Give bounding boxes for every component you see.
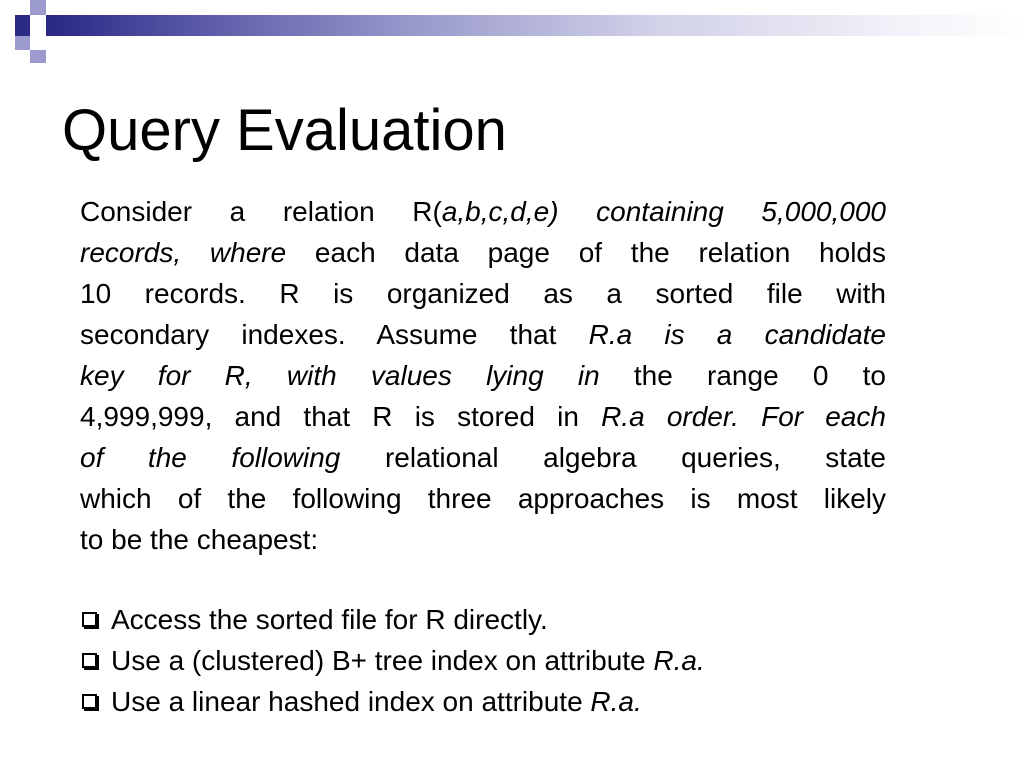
- option-item: [80, 599, 705, 640]
- option-attribute: R.a.: [653, 645, 705, 676]
- checkbox-bullet-icon: [82, 653, 97, 668]
- checkbox-bullet-icon: [82, 612, 97, 627]
- paragraph-line: [80, 396, 886, 437]
- paragraph-text: R.a order. For each: [601, 401, 886, 432]
- paragraph-line: [80, 232, 886, 273]
- checkbox-bullet-icon: [82, 694, 97, 709]
- paragraph-text: R.a is a candidate: [588, 319, 886, 350]
- paragraph-text: which of the following three approaches is most likely: [80, 483, 886, 514]
- paragraph-text: each data page of the relation holds: [286, 237, 886, 268]
- problem-paragraph: [80, 191, 886, 560]
- option-text: Access the sorted file for R directly.: [111, 604, 548, 635]
- paragraph-text: secondary indexes. Assume that: [80, 319, 589, 350]
- paragraph-line: [80, 478, 886, 519]
- paragraph-line: [80, 355, 886, 396]
- paragraph-line: [80, 314, 886, 355]
- paragraph-text: of the following: [80, 442, 341, 473]
- approach-options-list: [80, 599, 705, 722]
- paragraph-line: [80, 437, 886, 478]
- paragraph-line: [80, 191, 886, 232]
- paragraph-text: Consider a relation R(: [80, 196, 442, 227]
- option-text: Use a linear hashed index on attribute: [111, 686, 591, 717]
- paragraph-text: the range 0 to: [599, 360, 886, 391]
- option-item: [80, 681, 705, 722]
- option-item: [80, 640, 705, 681]
- slide-title: Query Evaluation: [62, 98, 507, 163]
- paragraph-text: records, where: [80, 237, 287, 268]
- paragraph-line: [80, 519, 886, 560]
- paragraph-text: key for R, with values lying in: [80, 360, 600, 391]
- paragraph-line: [80, 273, 886, 314]
- option-text: Use a (clustered) B+ tree index on attribute: [111, 645, 654, 676]
- header-gradient-bar: [0, 15, 1024, 36]
- paragraph-text: a,b,c,d,e) containing 5,000,000: [441, 196, 886, 227]
- paragraph-text: to be the cheapest:: [80, 524, 319, 555]
- option-attribute: R.a.: [590, 686, 642, 717]
- paragraph-text: relational algebra queries, state: [340, 442, 886, 473]
- paragraph-text: 10 records. R is organized as a sorted file with: [80, 278, 886, 309]
- paragraph-text: 4,999,999, and that R is stored in: [80, 401, 602, 432]
